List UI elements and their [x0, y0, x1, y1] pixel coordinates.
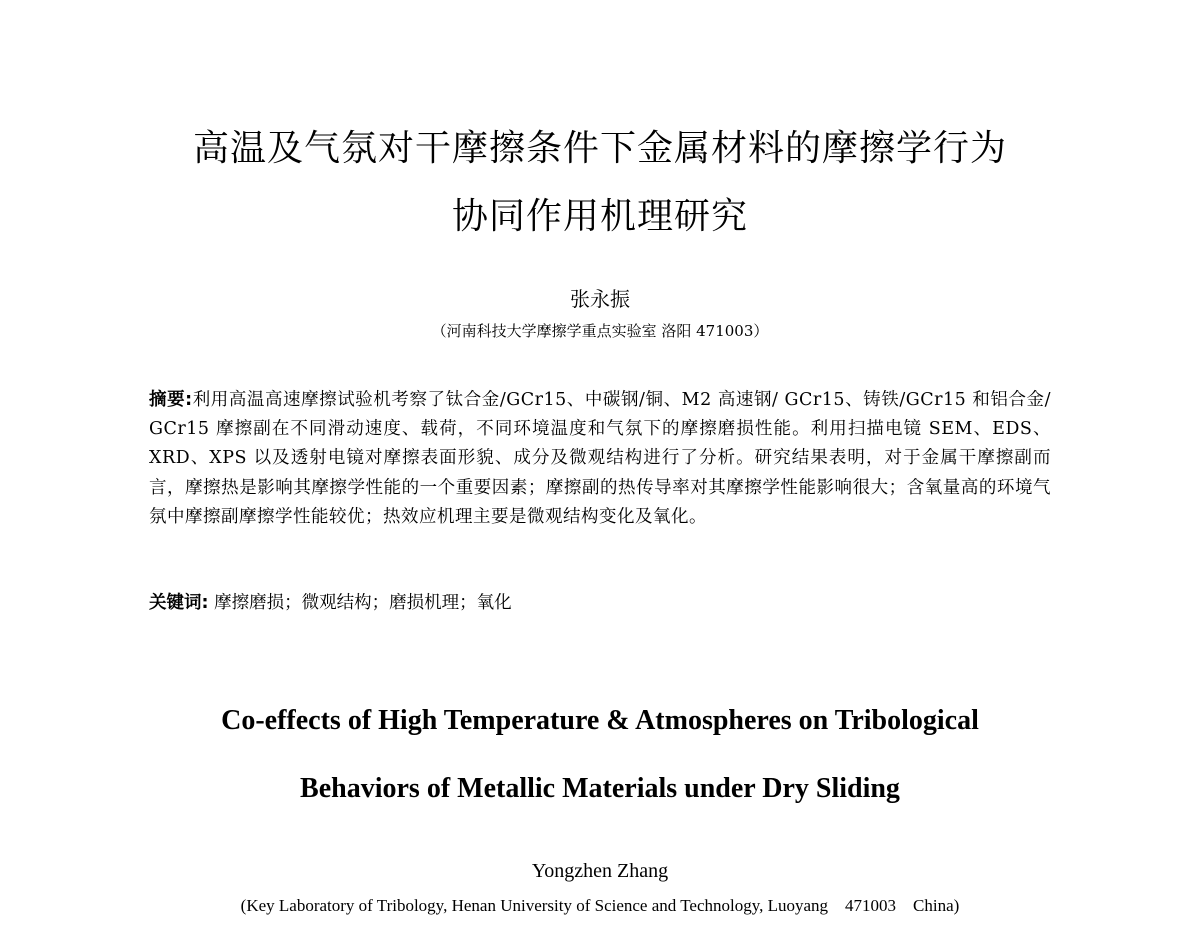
- chinese-title-line-1: 高温及气氛对干摩擦条件下金属材料的摩擦学行为: [192, 128, 1007, 169]
- chinese-affiliation: （河南科技大学摩擦学重点实验室 洛阳 471003）: [431, 322, 769, 340]
- chinese-abstract: [149, 386, 1051, 532]
- english-affiliation: (Key Laboratory of Tribology, Henan University of Science and Technology, Luoyang 471003 China): [240, 896, 960, 915]
- keywords-text: 摩擦磨损；微观结构；磨损机理；氧化: [214, 593, 512, 613]
- english-title-line-2: Behaviors of Metallic Materials under Dry Sliding: [300, 773, 900, 804]
- keywords-label: 关键词:: [149, 593, 209, 613]
- chinese-author: 张永振: [570, 287, 630, 311]
- english-author: Yongzhen Zhang: [531, 860, 669, 882]
- chinese-title-line-2: 协同作用机理研究: [451, 196, 748, 237]
- english-title-line-1: Co-effects of High Temperature & Atmospheres on Tribological: [221, 705, 979, 736]
- chinese-keywords: [149, 589, 1051, 618]
- abstract-label: 摘要:: [149, 390, 193, 410]
- abstract-text: 利用高温高速摩擦试验机考察了钛合金/GCr15、中碳钢/铜、M2 高速钢/ GCr15、铸铁/GCr15 和铝合金/ GCr15 摩擦副在不同滑动速度、载荷，不同环境温度和气氛下的摩擦磨损性能。利用扫描电镜 SEM、EDS、XRD、XPS 以及透射电镜对摩擦表面形貌、成分及微观结构进行了分析。研究结果表明，对于金属干摩擦副而言，摩擦热是影响其摩擦学性能的一个重要因素；摩擦副的热传导率对其摩擦学性能影响很大；含氧量高的环境气氛中摩擦副摩擦学性能较优；热效应机理主要是微观结构变化及氧化。: [149, 390, 1052, 527]
